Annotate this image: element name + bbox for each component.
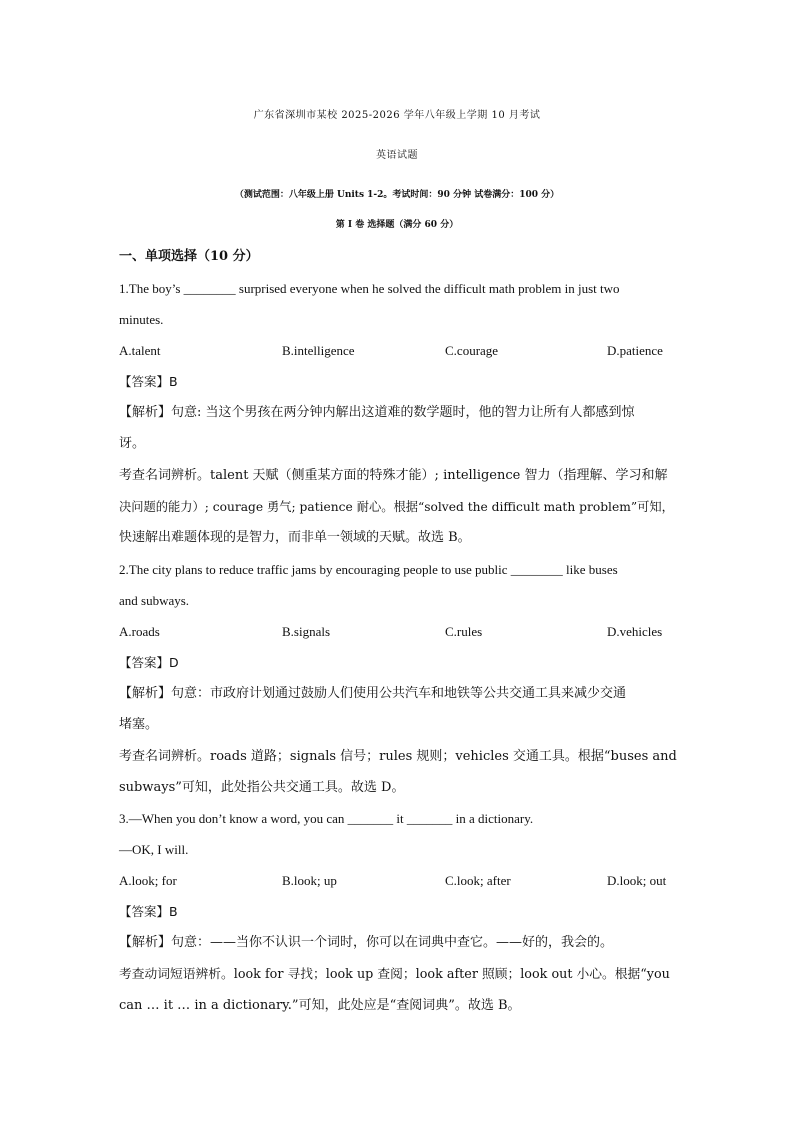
exam-scope: （测试范围：八年级上册 Units 1-2。考试时间：90 分钟 试卷满分：100 分）: [234, 190, 560, 200]
analysis-line: 堵塞。: [119, 717, 159, 732]
analysis-line: 快速解出难题体现的是智力，而非单一领域的天赋。故选 B。: [119, 530, 471, 545]
option-b: B.intelligence: [282, 343, 355, 358]
analysis-line: subways”可知，此处指公共交通工具。故选 D。: [119, 780, 405, 795]
option-a: A.look; for: [119, 873, 177, 888]
analysis-line: 考查名词辨析。roads 道路；signals 信号；rules 规则；vehicles 交通工具。根据“buses and: [119, 749, 677, 764]
section-heading: 一、单项选择（10 分）: [119, 249, 259, 264]
exam-part-heading: 第 I 卷 选择题（满分 60 分）: [335, 220, 459, 230]
question-stem: 1.The boy’s ________ surprised everyone when he solved the difficult math problem in just two: [119, 281, 620, 296]
question-stem: 3.—When you don’t know a word, you can _______ it _______ in a dictionary.: [119, 811, 534, 826]
option-b: B.signals: [282, 624, 331, 639]
analysis-line: can … it … in a dictionary.”可知，此处应是“查阅词典”。故选 B。: [119, 998, 521, 1013]
option-d: D.look; out: [607, 873, 667, 888]
option-a: A.talent: [119, 343, 161, 358]
analysis-line: 【解析】句意：——当你不认识一个词时，你可以在词典中查它。——好的，我会的。: [119, 935, 614, 950]
answer-line: 【答案】D: [119, 655, 179, 670]
option-c: C.courage: [445, 343, 499, 358]
option-c: C.look; after: [445, 873, 511, 888]
analysis-line: 决问题的能力）; courage 勇气; patience 耐心。根据“solved the difficult math problem”可知，: [119, 500, 674, 514]
exam-subject-title: 英语试题: [376, 150, 418, 161]
answer-line: 【答案】B: [119, 374, 178, 389]
answer-line: 【答案】B: [119, 904, 178, 919]
analysis-line: 【解析】句意：市政府计划通过鼓励人们使用公共汽车和地铁等公共交通工具来减少交通: [119, 686, 627, 701]
analysis-line: 【解析】句意: 当这个男孩在两分钟内解出这道难的数学题时，他的智力让所有人都感到惊: [119, 405, 635, 420]
option-d: D.patience: [607, 343, 663, 358]
question-stem-cont: and subways.: [119, 593, 190, 608]
option-d: D.vehicles: [607, 624, 663, 639]
analysis-line: 讶。: [119, 436, 146, 451]
exam-title: 广东省深圳市某校 2025-2026 学年八年级上学期 10 月考试: [253, 110, 541, 121]
option-a: A.roads: [119, 624, 160, 639]
question-stem-cont: —OK, I will.: [119, 842, 189, 857]
option-b: B.look; up: [282, 873, 337, 888]
analysis-line: 考查动词短语辨析。look for 寻找；look up 查阅；look after 照顾；look out 小心。根据“you: [119, 967, 670, 982]
analysis-line: 考查名词辨析。talent 天赋（侧重某方面的特殊才能）; intelligence 智力（指理解、学习和解: [119, 468, 668, 483]
question-stem-cont: minutes.: [119, 312, 164, 327]
question-stem: 2.The city plans to reduce traffic jams by encouraging people to use public ________ like buses: [119, 562, 618, 577]
option-c: C.rules: [445, 624, 483, 639]
